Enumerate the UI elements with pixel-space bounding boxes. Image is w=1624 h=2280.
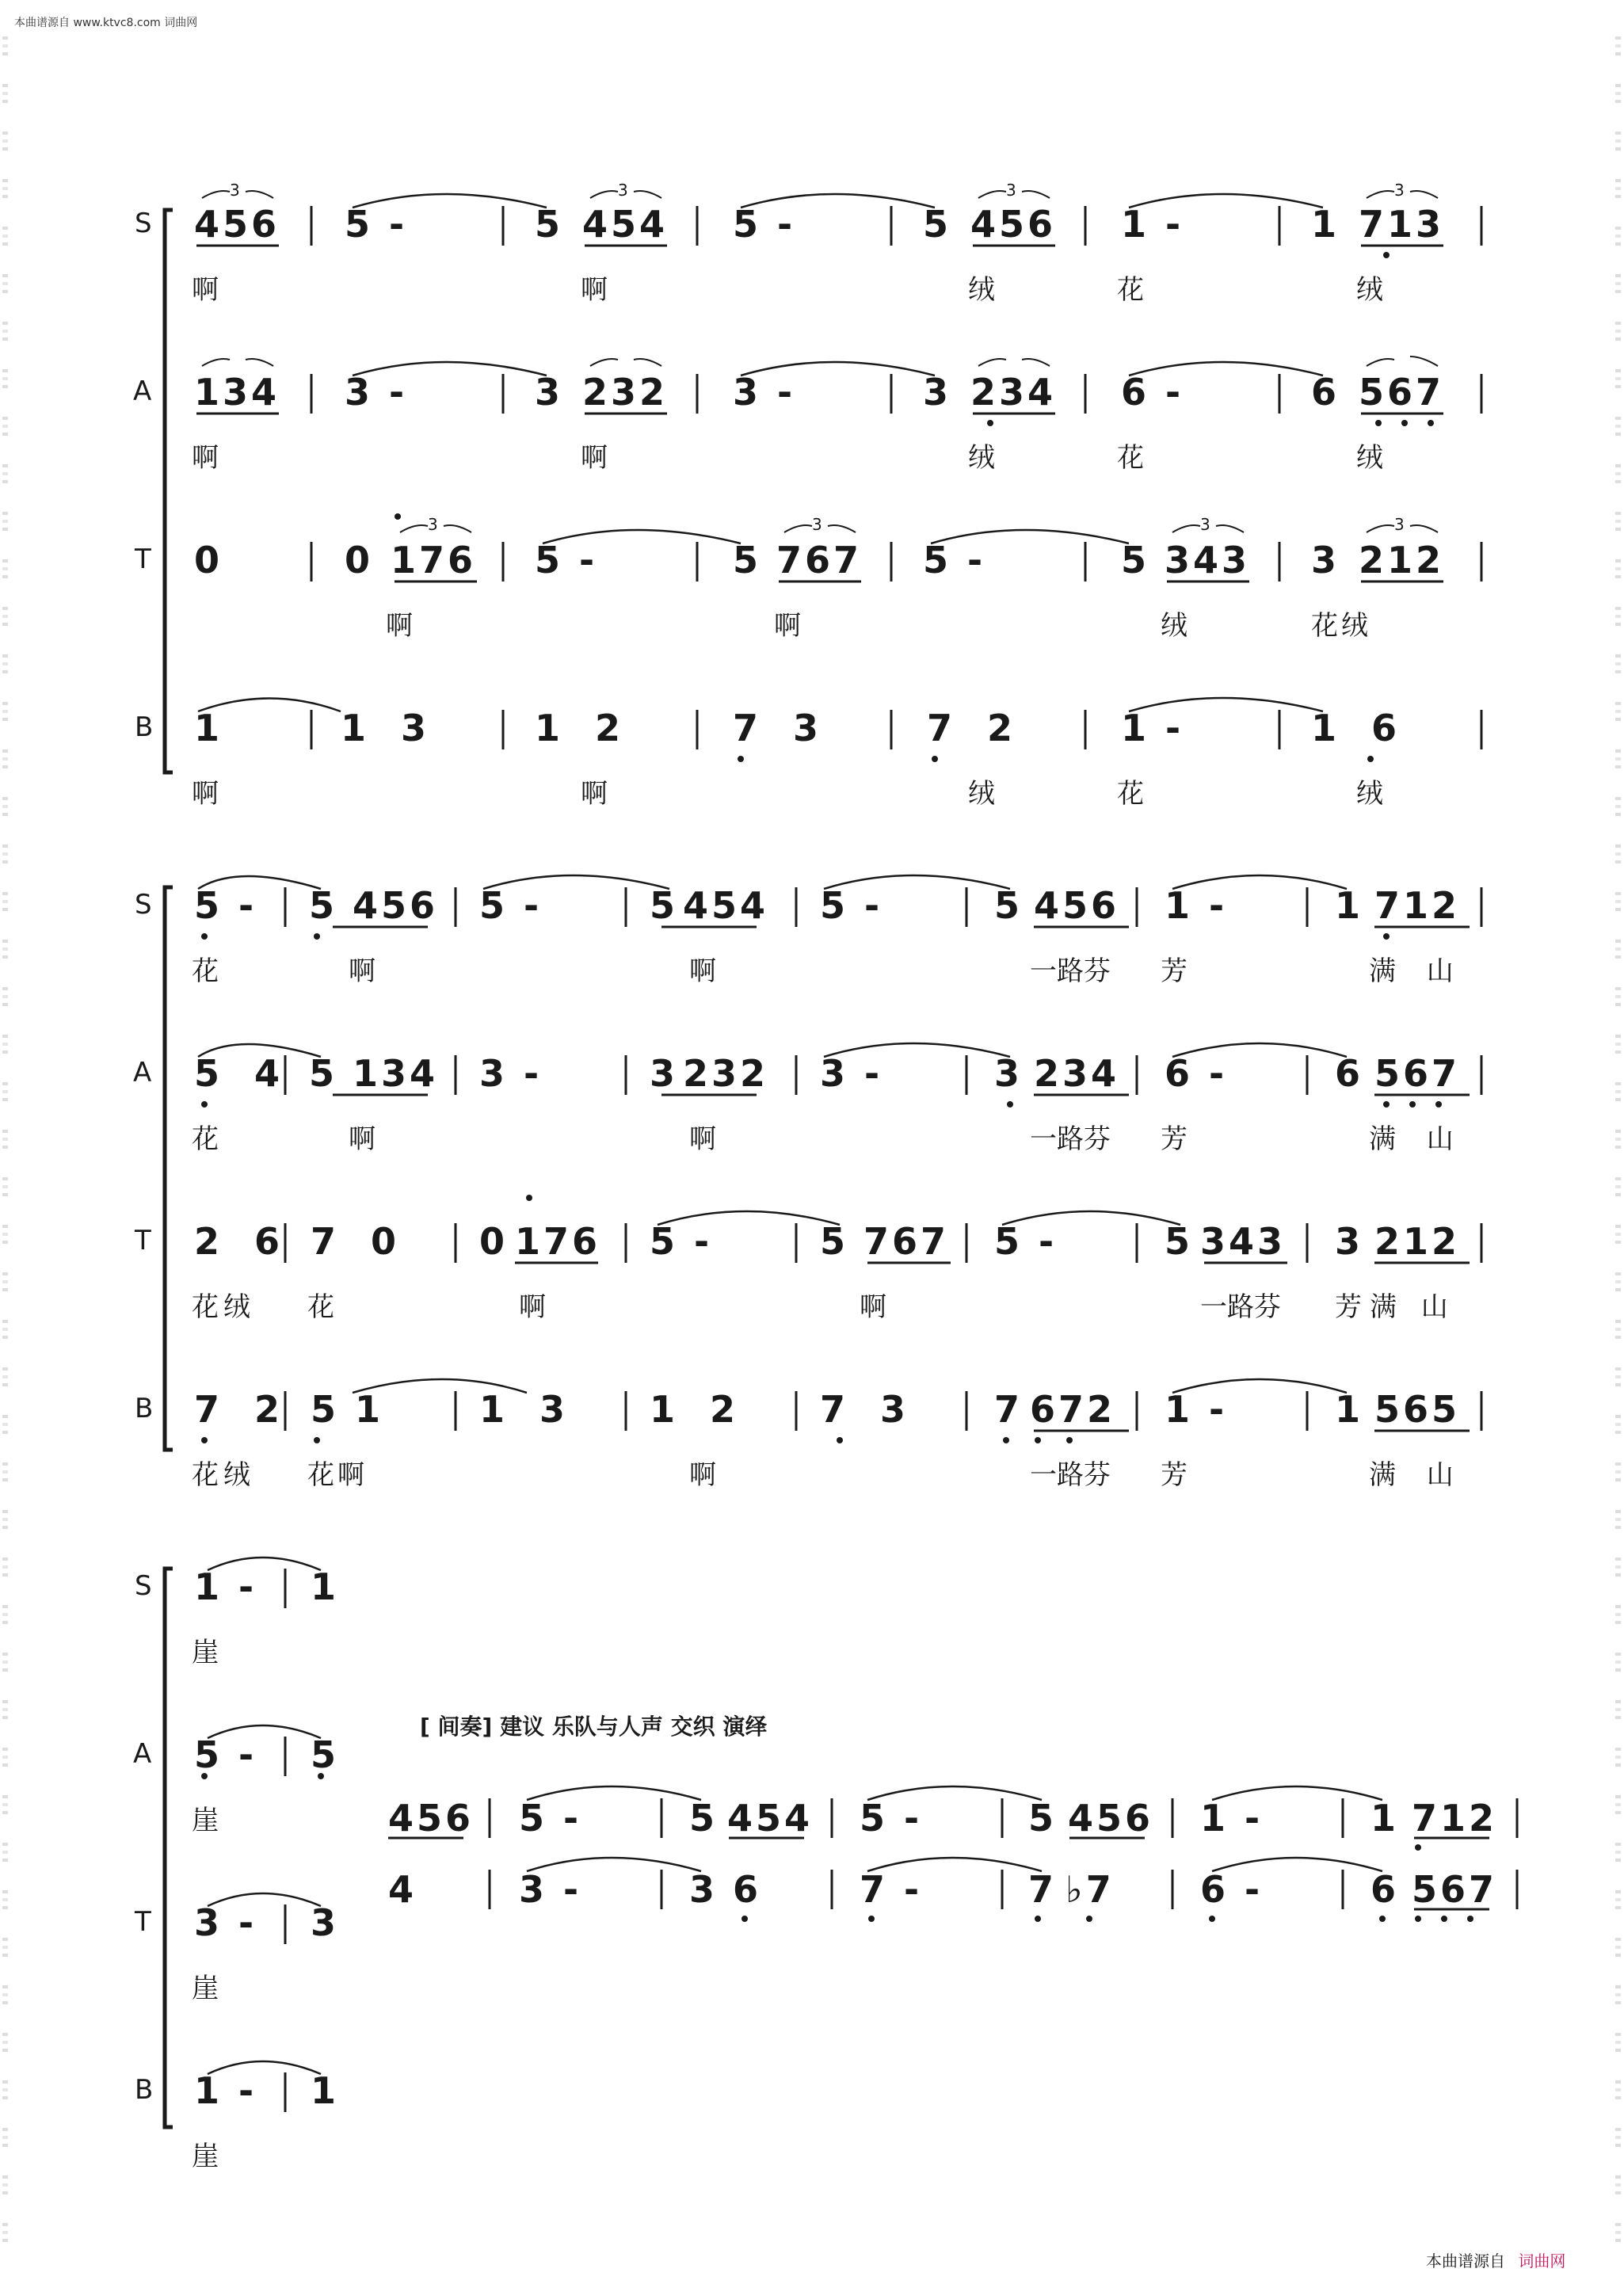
note-group: 454 [727,1797,814,1840]
lyric: 花啊 [307,1459,368,1491]
note-group: 5 - [650,1220,713,1263]
note-group: 7 0 [311,1220,408,1263]
lyric: 啊 [581,442,608,474]
part-label-soprano: S [135,208,152,239]
note-group: 1 6 [1311,707,1409,749]
triplet-mark: 3 [812,515,822,534]
barlines-system2 [285,887,1481,1431]
note-group: 5 4 [194,1052,292,1095]
note-group: 456 [970,203,1057,246]
lyric: 啊 [349,1123,376,1155]
lyric: 绒 [968,274,995,306]
lyric: 花 [307,1291,334,1323]
note-group: 5 [1165,1220,1194,1263]
note-group: 1 3 [341,707,438,749]
note-group: 3 - [194,1901,257,1944]
lyric: 芳 [1161,955,1188,987]
lyric: 满 山 [1369,1123,1465,1155]
note-group: 1 - [1200,1797,1264,1840]
lyric: 花绒 [1311,610,1371,642]
note-group: 456 [1034,884,1120,927]
lyric: 绒 [1161,610,1188,642]
lyric: 啊 [192,778,219,810]
note-group: 767 [863,1220,950,1263]
note-group: 1 - [1121,707,1184,749]
note-group: 5 [309,1052,338,1095]
note-group: 1 [1335,884,1364,927]
barlines-system1 [311,206,1481,749]
part-label-bass: B [135,711,154,743]
note-group: 5 [689,1797,719,1840]
part-label-soprano: S [135,889,152,921]
note-group: 6 - [1121,371,1184,414]
lyric: 崖 [192,2141,219,2172]
note-group: 6 - [1200,1868,1264,1911]
note-group: 3 [923,371,952,414]
note-group: 5 - [345,203,408,246]
note-group: 567 [1359,371,1445,414]
note-group: 6 [1335,1052,1364,1095]
note-group: 343 [1165,539,1251,581]
note-group: 5 1 [311,1388,384,1431]
lyric: 绒 [1356,274,1383,306]
note-group: 1 2 [535,707,632,749]
note-group: 232 [683,1052,769,1095]
lyric: 啊 [689,1459,716,1491]
note-group: 343 [1200,1220,1287,1263]
note-group: 713 [1359,203,1445,246]
note-group: 454 [683,884,769,927]
note-group: 567 [1412,1868,1498,1911]
note-group: 1 [1370,1797,1400,1840]
footer-source [1426,2248,1565,2271]
note-group: 3 [689,1868,719,1911]
note-group: 3 [1311,539,1340,581]
part-label-soprano: S [135,1570,152,1602]
note-group: 1 - [1165,884,1228,927]
note-group: 5 [1028,1797,1058,1840]
lyric: 满 山 [1369,1459,1465,1491]
note-group: 5 [994,884,1024,927]
part-label-tenor: T [135,543,151,575]
lyric: 满 山 [1369,955,1465,987]
part-label-alto: A [133,376,152,407]
note-group: 456 [194,203,280,246]
lyric: 绒 [1356,778,1383,810]
triplet-mark: 3 [1394,515,1405,534]
note-group: 5 [733,539,762,581]
lyric: 啊 [192,442,219,474]
note-group: ♭7 [1066,1868,1115,1911]
note-group: 456 [353,884,439,927]
lyric: 芳 [1161,1123,1188,1155]
note-group: 1 - [1165,1388,1228,1431]
note-group: 672 [1030,1388,1116,1431]
lyric: 啊 [349,955,376,987]
note-group: 456 [1068,1797,1154,1840]
note-group: 6 - [1165,1052,1228,1095]
part-label-tenor: T [135,1225,151,1256]
note-group: 234 [970,371,1057,414]
note-group: 767 [776,539,863,581]
lyric: 啊 [386,610,413,642]
note-group: 1 [311,2069,340,2112]
note-group: 3 [1335,1220,1364,1263]
triplet-mark: 3 [1394,181,1405,200]
note-group: 7 [1028,1868,1058,1911]
part-label-bass: B [135,1393,154,1424]
part-label-bass: B [135,2074,154,2106]
part-label-alto: A [133,1738,152,1770]
source-header: 本曲谱源自 www.ktvc8.com 词曲网 [14,17,198,29]
note-group: 1 [194,707,223,749]
lyric: 花 [192,1123,219,1155]
lyric: 啊 [581,274,608,306]
note-group: 712 [1374,884,1461,927]
note-group: 7 3 [733,707,830,749]
note-group: 1 [311,1565,340,1608]
note-group: 0 [479,1220,509,1263]
note-group: 5 - [923,539,986,581]
note-group: 5 [923,203,952,246]
note-group: 134 [194,371,280,414]
note-group: 5 - [820,884,883,927]
note-group: 3 - [733,371,796,414]
note-group: 6 [1370,1868,1400,1911]
note-group: 5 - [535,539,598,581]
note-group: 7 2 [194,1388,292,1431]
note-group: 7 - [860,1868,923,1911]
note-group: 5 [1121,539,1150,581]
lyric: 绒 [968,442,995,474]
note-group: 212 [1359,539,1445,581]
lyric: 花绒 [192,1291,255,1323]
footer-source-label: 本曲谱源自 [1426,2251,1505,2270]
note-group: 134 [353,1052,439,1095]
note-group: 3 - [479,1052,543,1095]
note-group: 176 [515,1220,601,1263]
note-group: 567 [1374,1052,1461,1095]
note-group: 3 - [519,1868,582,1911]
triplet-mark: 3 [618,181,628,200]
slurs [198,194,1382,2074]
triplet-mark: 3 [1200,515,1210,534]
note-group: 5 [535,203,564,246]
lyric: 芳满 山 [1335,1291,1456,1323]
lyric: 一路芬 [1030,1123,1111,1155]
lyric: 啊 [581,778,608,810]
lyric: 啊 [519,1291,546,1323]
note-group: 3 [535,371,564,414]
note-group: 456 [388,1797,475,1840]
note-group: 0 [345,539,374,581]
note-group: 1 - [194,2069,257,2112]
note-group: 232 [582,371,669,414]
note-group: 3 [994,1052,1024,1095]
note-group: 1 2 [650,1388,747,1431]
note-group: 1 [1335,1388,1364,1431]
lyric: 啊 [192,274,219,306]
note-group: 5 - [479,884,543,927]
note-group: 1 - [194,1565,257,1608]
lyric: 崖 [192,1973,219,2004]
note-group: 5 - [733,203,796,246]
footer-site-link[interactable]: 词曲网 [1518,2251,1566,2270]
note-group: 176 [391,539,477,581]
lyric: 芳 [1161,1459,1188,1491]
note-group: 6 [733,1868,762,1911]
triplet-mark: 3 [428,515,438,534]
note-group: 5 - [860,1797,923,1840]
triplet-mark: 3 [230,181,240,200]
note-group: 5 - [194,884,257,927]
note-group: 3 [311,1901,340,1944]
note-group: 454 [582,203,669,246]
note-group: 5 - [194,1733,257,1776]
note-group: 712 [1412,1797,1498,1840]
lyric: 崖 [192,1637,219,1668]
note-group: 0 [194,539,223,581]
note-group: 5 [311,1733,340,1776]
note-group: 7 2 [927,707,1024,749]
note-group: 7 3 [820,1388,917,1431]
note-group: 1 3 [479,1388,577,1431]
lyric: 崖 [192,1805,219,1836]
note-group: 3 [650,1052,679,1095]
lyric: 绒 [968,778,995,810]
lyric: 啊 [774,610,801,642]
lyric: 一路芬 [1030,955,1111,987]
part-label-alto: A [133,1057,152,1089]
note-group: 212 [1374,1220,1461,1263]
note-group: 5 [820,1220,849,1263]
lyric: 花 [1117,778,1144,810]
lyric: 一路芬 [1200,1291,1281,1323]
lyric: 啊 [689,955,716,987]
lyric: 啊 [689,1123,716,1155]
interlude-title: [ 间奏] 建议 乐队与人声 交织 演绎 [420,1714,768,1740]
note-group: 234 [1034,1052,1120,1095]
lyric: 花 [1117,274,1144,306]
lyric: 一路芬 [1030,1459,1111,1491]
note-group: 6 [1311,371,1340,414]
note-group: 4 [388,1868,417,1911]
barlines-system3 [285,1569,1517,2112]
note-group: 565 [1374,1388,1461,1431]
lyric: 花绒 [192,1459,255,1491]
lyric: 绒 [1356,442,1383,474]
part-label-tenor: T [135,1906,151,1938]
note-group: 7 [994,1388,1024,1431]
triplet-mark: 3 [1006,181,1016,200]
note-group: 5 [309,884,338,927]
lyric: 花 [192,955,219,987]
note-group: 3 - [345,371,408,414]
note-group: 5 [650,884,679,927]
note-group: 1 [1311,203,1340,246]
note-group: 5 - [994,1220,1058,1263]
note-group: 3 - [820,1052,883,1095]
note-group: 1 - [1121,203,1184,246]
note-group: 2 6 [194,1220,292,1263]
note-group: 5 - [519,1797,582,1840]
lyric: 啊 [860,1291,886,1323]
lyric: 花 [1117,442,1144,474]
